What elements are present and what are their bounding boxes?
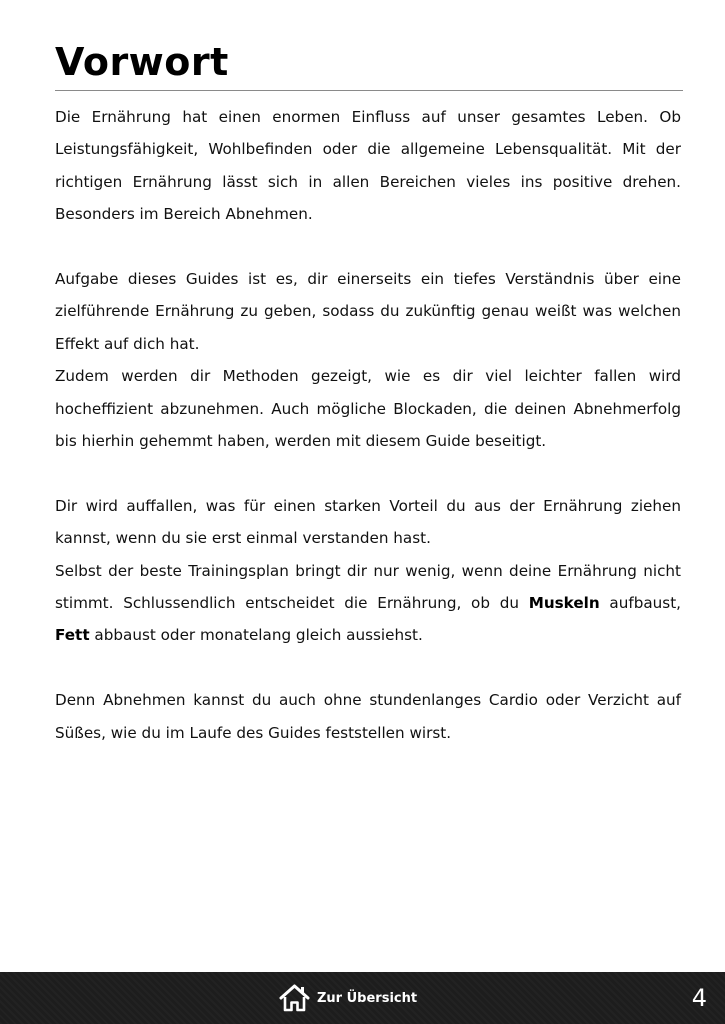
page-title: Vorwort — [55, 40, 229, 84]
overview-link-label: Zur Übersicht — [317, 990, 418, 1006]
paragraph-guide-purpose: Aufgabe dieses Guides ist es, dir einerseits ein tiefes Verständnis über eine zielführende Ernährung zu geben, sodass du zukünftig genau weißt was welchen Effekt auf dich hat. — [55, 270, 681, 353]
paragraph-training — [55, 555, 681, 652]
footer-bar — [0, 972, 725, 1024]
overview-link[interactable] — [278, 982, 417, 1014]
body-text — [55, 101, 681, 749]
paragraph-methods: Zudem werden dir Methoden gezeigt, wie es dir viel leichter fallen wird hocheffizient abzunehmen. Auch mögliche Blockaden, die deinen Abnehmerfolg bis hierhin gehemmt haben, werden mit diesem Guide beseitigt. — [55, 367, 681, 451]
paragraph-training-part2: aufbaust, — [599, 594, 681, 613]
page-number: 4 — [691, 984, 707, 1012]
paragraph-advantage: Dir wird auffallen, was für einen starken Vorteil du aus der Ernährung ziehen kannst, wenn du sie erst einmal verstanden hast. — [55, 496, 681, 548]
paragraph-training-part3: abbaust oder monatelang gleich aussiehst. — [89, 626, 423, 645]
emphasis-fett: Fett — [55, 626, 90, 645]
paragraph-training-part1: Selbst der beste Trainingsplan bringt dir nur wenig, wenn deine Ernährung nicht stimmt. Schlussendlich entscheidet die Ernährung, ob du — [55, 561, 681, 613]
title-divider — [55, 90, 683, 91]
emphasis-muskeln: Muskeln — [528, 594, 600, 613]
paragraph-intro: Die Ernährung hat einen enormen Einfluss auf unser gesamtes Leben. Ob Leistungsfähigkeit, Wohlbefinden oder die allgemeine Lebensqualität. Mit der richtigen Ernährung lässt sich in allen Bereichen vieles ins positive drehen. Besonders im Bereich Abnehmen. — [55, 108, 681, 224]
home-icon — [278, 983, 311, 1013]
paragraph-closing: Denn Abnehmen kannst du auch ohne stundenlanges Cardio oder Verzicht auf Süßes, wie du im Laufe des Guides feststellen wirst. — [55, 691, 681, 742]
